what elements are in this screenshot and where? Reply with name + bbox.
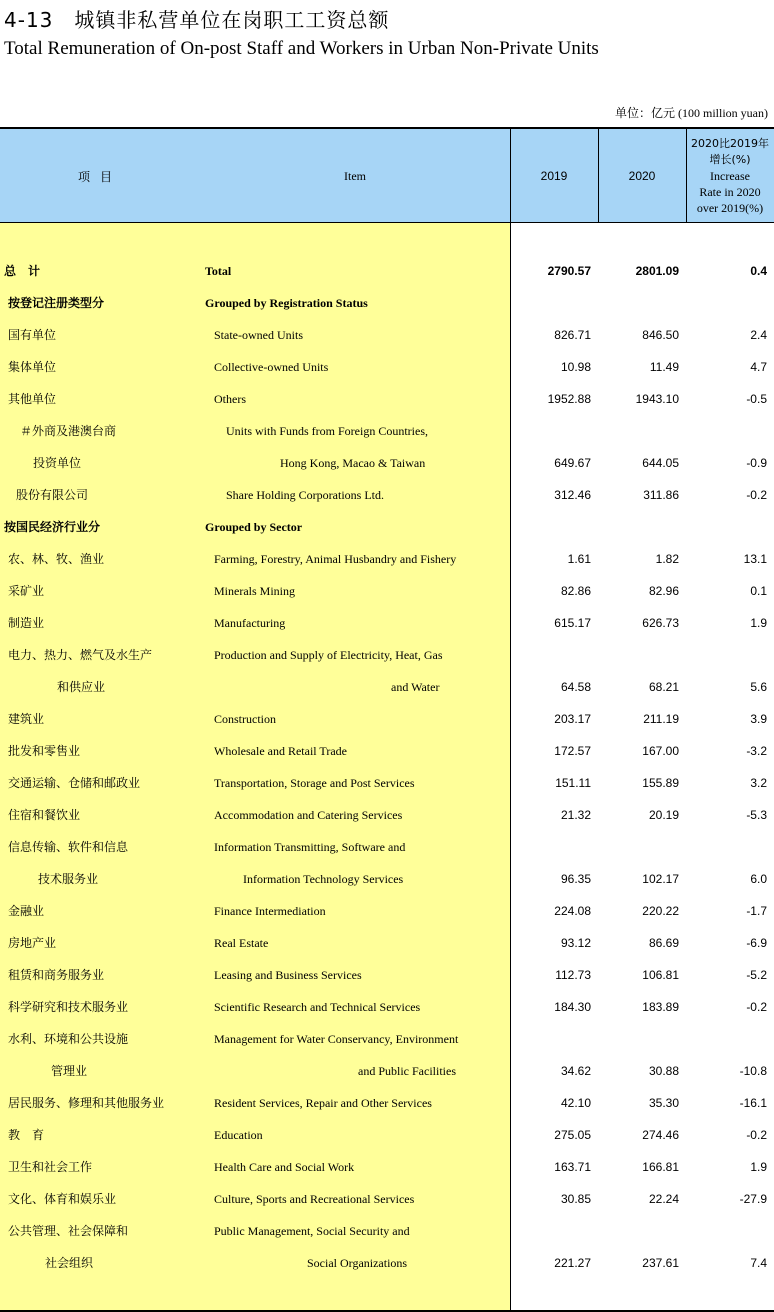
value-increase: 6.0 (750, 872, 767, 886)
value-2020: 35.30 (648, 1096, 679, 1110)
value-2020: 22.24 (648, 1192, 679, 1206)
table-row (0, 735, 774, 767)
value-2019: 184.30 (554, 1000, 591, 1014)
row-label-en: Transportation, Storage and Post Services (214, 776, 415, 790)
table-row (0, 1119, 774, 1151)
value-increase: 1.9 (750, 616, 767, 630)
row-label-cn: 金融业 (8, 904, 45, 918)
table-row (0, 415, 774, 447)
row-label-cn: 采矿业 (8, 584, 45, 598)
value-2020: 30.88 (648, 1064, 679, 1078)
row-label-cn: 水利、环境和公共设施 (8, 1032, 129, 1046)
value-increase: 2.4 (750, 328, 767, 342)
value-increase: 3.2 (750, 776, 767, 790)
value-2020: 644.05 (642, 456, 679, 470)
value-2019: 312.46 (554, 488, 591, 502)
row-label-en: Information Transmitting, Software and (214, 840, 406, 854)
unit-label-en: (100 million yuan) (678, 106, 768, 120)
value-2019: 649.67 (554, 456, 591, 470)
value-increase: -3.2 (746, 744, 767, 758)
value-2020: 11.49 (649, 360, 679, 374)
value-2019: 10.98 (560, 360, 591, 374)
value-increase: 0.4 (750, 264, 767, 278)
header-increase-line-3: Increase (710, 169, 750, 183)
value-2020: 86.69 (648, 936, 679, 950)
value-2020: 155.89 (642, 776, 679, 790)
table-row (0, 319, 774, 351)
value-2020: 220.22 (642, 904, 679, 918)
row-label-en: and Water (391, 680, 440, 694)
value-2019: 2790.57 (547, 264, 591, 278)
row-label-cn: 信息传输、软件和信息 (8, 840, 129, 854)
table-row (0, 1247, 774, 1279)
row-label-en: Public Management, Social Security and (214, 1224, 410, 1238)
row-label-cn: 建筑业 (8, 712, 45, 726)
value-2020: 106.81 (642, 968, 679, 982)
column-divider (686, 129, 687, 223)
table-header (0, 127, 774, 223)
table-row (0, 351, 774, 383)
row-label-en: Education (214, 1128, 263, 1142)
table-row (0, 511, 774, 543)
table-row (0, 479, 774, 511)
row-label-en: Culture, Sports and Recreational Services (214, 1192, 415, 1206)
table-row (0, 639, 774, 671)
value-2020: 1.82 (655, 552, 679, 566)
table-row (0, 991, 774, 1023)
value-increase: -0.2 (746, 1128, 767, 1142)
header-item-cn: 项目 (77, 169, 122, 184)
row-label-cn: 按国民经济行业分 (4, 520, 101, 534)
value-2019: 615.17 (554, 616, 591, 630)
value-increase: -0.5 (746, 392, 767, 406)
value-increase: -0.2 (746, 488, 767, 502)
value-2019: 224.08 (554, 904, 591, 918)
row-label-en: Grouped by Sector (205, 520, 303, 534)
row-label-cn: 公共管理、社会保障和 (8, 1224, 129, 1238)
value-increase: 5.6 (750, 680, 767, 694)
value-2019: 1952.88 (547, 392, 591, 406)
row-label-cn: 教 育 (8, 1128, 45, 1142)
row-label-en: State-owned Units (214, 328, 303, 342)
row-label-cn: 社会组织 (45, 1256, 94, 1270)
value-2020: 166.81 (642, 1160, 679, 1174)
row-label-cn: 管理业 (51, 1064, 88, 1078)
table-row (0, 767, 774, 799)
value-2020: 82.96 (648, 584, 679, 598)
table-row (0, 543, 774, 575)
value-2019: 93.12 (560, 936, 591, 950)
header-increase-line-5: over 2019(%) (696, 201, 764, 215)
table-row (0, 1087, 774, 1119)
row-label-en: Units with Funds from Foreign Countries, (226, 424, 429, 438)
table-row (0, 831, 774, 863)
row-label-en: Minerals Mining (214, 584, 295, 598)
row-label-cn: 和供应业 (57, 680, 106, 694)
table-row (0, 575, 774, 607)
value-increase: -5.2 (746, 968, 767, 982)
row-label-en: Construction (214, 712, 276, 726)
header-increase-line-4: Rate in 2020 (699, 185, 761, 199)
row-label-en: Production and Supply of Electricity, Heat, Gas (214, 648, 443, 662)
row-label-en: Total (205, 264, 232, 278)
row-label-cn: 租赁和商务服务业 (8, 968, 105, 982)
value-2020: 167.00 (642, 744, 679, 758)
value-2020: 211.19 (643, 712, 679, 726)
row-label-cn: 交通运输、仓储和邮政业 (8, 776, 141, 790)
row-label-cn: 按登记注册类型分 (8, 296, 105, 310)
value-2019: 275.05 (554, 1128, 591, 1142)
unit-label (615, 104, 768, 121)
page-title-cn: 4-13 城镇非私营单位在岗职工工资总额 (4, 8, 390, 32)
header-increase-line-1: 2020比2019年 (691, 137, 769, 150)
table-row (0, 1215, 774, 1247)
value-2019: 34.62 (560, 1064, 591, 1078)
table-row (0, 671, 774, 703)
value-2019: 203.17 (554, 712, 591, 726)
unit-label-cn: 单位：亿元 (614, 106, 675, 120)
value-increase: 1.9 (750, 1160, 767, 1174)
row-label-cn: 批发和零售业 (8, 744, 81, 758)
value-increase: -10.8 (739, 1064, 767, 1078)
value-increase: 13.1 (743, 552, 767, 566)
value-increase: -6.9 (746, 936, 767, 950)
table-row (0, 1151, 774, 1183)
row-label-en: Farming, Forestry, Animal Husbandry and Fishery (214, 552, 457, 566)
value-increase: 3.9 (750, 712, 767, 726)
table-row (0, 927, 774, 959)
value-2020: 311.86 (643, 488, 679, 502)
row-label-en: Accommodation and Catering Services (214, 808, 403, 822)
row-label-en: Share Holding Corporations Ltd. (226, 488, 384, 502)
header-increase (686, 129, 774, 223)
value-2019: 151.11 (555, 776, 591, 790)
table-row (0, 799, 774, 831)
header-2020: 2020 (628, 169, 656, 183)
row-label-cn: 国有单位 (8, 328, 57, 342)
row-label-en: Social Organizations (307, 1256, 408, 1270)
row-label-en: Wholesale and Retail Trade (214, 744, 347, 758)
value-2020: 102.17 (642, 872, 679, 886)
row-label-cn: 卫生和社会工作 (8, 1160, 93, 1174)
value-2020: 2801.09 (635, 264, 679, 278)
value-increase: 0.1 (750, 584, 767, 598)
row-label-cn: 居民服务、修理和其他服务业 (8, 1096, 165, 1110)
row-label-en: Resident Services, Repair and Other Services (214, 1096, 432, 1110)
value-2020: 846.50 (642, 328, 679, 342)
value-2020: 68.21 (648, 680, 679, 694)
row-label-cn: 科学研究和技术服务业 (8, 1000, 129, 1014)
header-increase-line-2: 增长(%) (709, 153, 751, 166)
value-2020: 274.46 (642, 1128, 679, 1142)
row-label-en: Health Care and Social Work (214, 1160, 355, 1174)
header-item-en: Item (344, 168, 366, 183)
row-label-en: Hong Kong, Macao & Taiwan (280, 456, 426, 470)
value-increase: -5.3 (746, 808, 767, 822)
value-2019: 826.71 (554, 328, 591, 342)
table-row (0, 863, 774, 895)
row-label-cn: ＃外商及港澳台商 (20, 424, 117, 438)
row-label-cn: 电力、热力、燃气及水生产 (8, 648, 153, 662)
row-label-cn: 投资单位 (33, 456, 82, 470)
value-increase: -0.9 (746, 456, 767, 470)
table-row (0, 895, 774, 927)
value-2019: 42.10 (560, 1096, 591, 1110)
value-2019: 1.61 (567, 552, 591, 566)
table-row (0, 1183, 774, 1215)
table-row (0, 703, 774, 735)
table-row (0, 383, 774, 415)
value-increase: 4.7 (750, 360, 767, 374)
row-label-en: Manufacturing (214, 616, 286, 630)
table-row (0, 1055, 774, 1087)
row-label-en: Real Estate (214, 936, 269, 950)
row-label-en: Scientific Research and Technical Services (214, 1000, 421, 1014)
value-2019: 163.71 (554, 1160, 591, 1174)
table-row (0, 607, 774, 639)
value-increase: 7.4 (750, 1256, 767, 1270)
row-label-cn: 总 计 (4, 264, 41, 278)
row-label-en: Information Technology Services (243, 872, 404, 886)
value-2020: 20.19 (648, 808, 679, 822)
table-row (0, 287, 774, 319)
table-row (0, 959, 774, 991)
value-2019: 21.32 (560, 808, 591, 822)
row-label-cn: 房地产业 (8, 936, 57, 950)
row-label-en: Management for Water Conservancy, Environment (214, 1032, 459, 1046)
value-2019: 64.58 (560, 680, 591, 694)
value-increase: -0.2 (746, 1000, 767, 1014)
table-row (0, 255, 774, 287)
value-increase: -1.7 (746, 904, 767, 918)
row-label-en: Finance Intermediation (214, 904, 326, 918)
row-label-en: Grouped by Registration Status (205, 296, 368, 310)
value-2020: 626.73 (642, 616, 679, 630)
value-2019: 82.86 (560, 584, 591, 598)
value-increase: -27.9 (739, 1192, 767, 1206)
row-label-cn: 技术服务业 (38, 872, 99, 886)
value-2019: 172.57 (554, 744, 591, 758)
value-2019: 96.35 (560, 872, 591, 886)
row-label-cn: 集体单位 (8, 360, 57, 374)
value-2020: 237.61 (642, 1256, 679, 1270)
row-label-en: and Public Facilities (358, 1064, 456, 1078)
row-label-cn: 住宿和餐饮业 (8, 808, 81, 822)
column-divider (598, 129, 599, 223)
value-2020: 183.89 (642, 1000, 679, 1014)
page-title-en: Total Remuneration of On-post Staff and Workers in Urban Non-Private Units (4, 38, 599, 59)
table-row (0, 1023, 774, 1055)
header-2019: 2019 (540, 169, 568, 183)
row-label-en: Collective-owned Units (214, 360, 329, 374)
value-2019: 112.73 (555, 968, 591, 982)
value-2019: 30.85 (560, 1192, 591, 1206)
value-2019: 221.27 (554, 1256, 591, 1270)
row-label-cn: 制造业 (8, 616, 45, 630)
row-label-cn: 股份有限公司 (16, 488, 89, 502)
row-label-en: Others (214, 392, 246, 406)
row-label-cn: 其他单位 (8, 392, 57, 406)
row-label-en: Leasing and Business Services (214, 968, 362, 982)
row-label-cn: 文化、体育和娱乐业 (8, 1192, 117, 1206)
row-label-cn: 农、林、牧、渔业 (8, 552, 105, 566)
value-2020: 1943.10 (635, 392, 679, 406)
value-increase: -16.1 (739, 1096, 767, 1110)
table-row (0, 447, 774, 479)
